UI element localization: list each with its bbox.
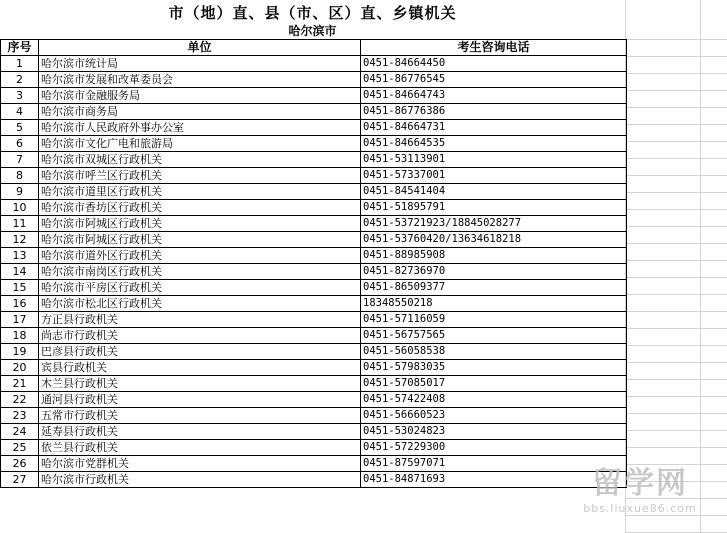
gridline <box>625 73 727 74</box>
row-phone-cell[interactable]: 0451-86509377 <box>361 280 627 296</box>
gridline <box>625 39 727 40</box>
row-unit-cell[interactable]: 巴彦县行政机关 <box>39 344 361 360</box>
table-header-row <box>1 40 627 56</box>
table-row <box>1 392 627 408</box>
table-row <box>1 408 627 424</box>
row-index-cell[interactable]: 5 <box>1 120 39 136</box>
row-unit-cell[interactable]: 哈尔滨市道外区行政机关 <box>39 248 361 264</box>
row-index-cell[interactable]: 4 <box>1 104 39 120</box>
row-index-cell[interactable]: 24 <box>1 424 39 440</box>
row-index-cell[interactable]: 16 <box>1 296 39 312</box>
gridline <box>625 277 727 278</box>
table-row <box>1 72 627 88</box>
row-unit-cell[interactable]: 哈尔滨市松北区行政机关 <box>39 296 361 312</box>
row-phone-cell[interactable]: 0451-88985908 <box>361 248 627 264</box>
gridline <box>625 413 727 414</box>
table-row <box>1 56 627 72</box>
table-row <box>1 360 627 376</box>
row-unit-cell[interactable]: 哈尔滨市阿城区行政机关 <box>39 216 361 232</box>
row-unit-cell[interactable]: 哈尔滨市人民政府外事办公室 <box>39 120 361 136</box>
row-phone-cell[interactable]: 0451-84664450 <box>361 56 627 72</box>
page-subtitle: 哈尔滨市 <box>288 24 337 38</box>
row-index-cell[interactable]: 10 <box>1 200 39 216</box>
table-row <box>1 280 627 296</box>
table-row <box>1 296 627 312</box>
row-unit-cell[interactable]: 哈尔滨市香坊区行政机关 <box>39 200 361 216</box>
header-unit[interactable]: 单位 <box>39 40 361 56</box>
gridline <box>625 90 727 91</box>
row-phone-cell[interactable]: 0451-57116059 <box>361 312 627 328</box>
table-row <box>1 424 627 440</box>
page-title: 市（地）直、县（市、区）直、乡镇机关 <box>168 4 457 22</box>
row-unit-cell[interactable]: 哈尔滨市统计局 <box>39 56 361 72</box>
row-index-cell[interactable]: 26 <box>1 456 39 472</box>
header-index[interactable]: 序号 <box>1 40 39 56</box>
row-index-cell[interactable]: 18 <box>1 328 39 344</box>
gridline <box>625 56 727 57</box>
watermark-logo: 留学网 <box>592 466 688 501</box>
row-index-cell[interactable]: 11 <box>1 216 39 232</box>
gridline <box>625 175 727 176</box>
contact-table <box>0 39 627 488</box>
gridline <box>625 226 727 227</box>
gridline <box>625 464 727 465</box>
row-index-cell[interactable]: 23 <box>1 408 39 424</box>
table-row <box>1 216 627 232</box>
row-unit-cell[interactable]: 哈尔滨市发展和改革委员会 <box>39 72 361 88</box>
row-index-cell[interactable]: 12 <box>1 232 39 248</box>
row-phone-cell[interactable]: 0451-86776545 <box>361 72 627 88</box>
row-phone-cell[interactable]: 0451-57229300 <box>361 440 627 456</box>
gridline <box>625 260 727 261</box>
gridline <box>700 0 701 533</box>
row-phone-cell[interactable]: 0451-57422408 <box>361 392 627 408</box>
table-row <box>1 472 627 488</box>
row-unit-cell[interactable]: 哈尔滨市阿城区行政机关 <box>39 232 361 248</box>
row-unit-cell[interactable]: 哈尔滨市行政机关 <box>39 472 361 488</box>
gridline <box>625 328 727 329</box>
gridline <box>625 141 727 142</box>
row-phone-cell[interactable]: 0451-84664731 <box>361 120 627 136</box>
row-index-cell[interactable]: 20 <box>1 360 39 376</box>
gridline <box>625 379 727 380</box>
row-index-cell[interactable]: 3 <box>1 88 39 104</box>
row-unit-cell[interactable]: 通河县行政机关 <box>39 392 361 408</box>
row-phone-cell[interactable]: 0451-82736970 <box>361 264 627 280</box>
gridline <box>625 430 727 431</box>
row-unit-cell[interactable]: 延寿县行政机关 <box>39 424 361 440</box>
row-unit-cell[interactable]: 依兰县行政机关 <box>39 440 361 456</box>
row-index-cell[interactable]: 19 <box>1 344 39 360</box>
gridline <box>625 362 727 363</box>
row-unit-cell[interactable]: 尚志市行政机关 <box>39 328 361 344</box>
gridline <box>625 243 727 244</box>
row-phone-cell[interactable]: 0451-84541404 <box>361 184 627 200</box>
table-row <box>1 104 627 120</box>
row-index-cell[interactable]: 2 <box>1 72 39 88</box>
header-phone[interactable]: 考生咨询电话 <box>361 40 627 56</box>
row-phone-cell[interactable]: 0451-53024823 <box>361 424 627 440</box>
row-phone-cell[interactable]: 0451-84664743 <box>361 88 627 104</box>
row-unit-cell[interactable]: 五常市行政机关 <box>39 408 361 424</box>
row-phone-cell[interactable]: 0451-84664535 <box>361 136 627 152</box>
row-phone-cell[interactable]: 0451-53721923/18845028277 <box>361 216 627 232</box>
row-index-cell[interactable]: 27 <box>1 472 39 488</box>
row-phone-cell[interactable]: 0451-56058538 <box>361 344 627 360</box>
table-row <box>1 88 627 104</box>
table-row <box>1 312 627 328</box>
row-phone-cell[interactable]: 0451-53113901 <box>361 152 627 168</box>
row-unit-cell[interactable]: 哈尔滨市文化广电和旅游局 <box>39 136 361 152</box>
row-phone-cell[interactable]: 18348550218 <box>361 296 627 312</box>
row-phone-cell[interactable]: 0451-86776386 <box>361 104 627 120</box>
row-unit-cell[interactable]: 哈尔滨市道里区行政机关 <box>39 184 361 200</box>
row-index-cell[interactable]: 21 <box>1 376 39 392</box>
row-phone-cell[interactable]: 0451-56660523 <box>361 408 627 424</box>
row-index-cell[interactable]: 1 <box>1 56 39 72</box>
row-index-cell[interactable]: 13 <box>1 248 39 264</box>
table-row <box>1 440 627 456</box>
row-index-cell[interactable]: 15 <box>1 280 39 296</box>
row-index-cell[interactable]: 17 <box>1 312 39 328</box>
row-index-cell[interactable]: 22 <box>1 392 39 408</box>
row-unit-cell[interactable]: 木兰县行政机关 <box>39 376 361 392</box>
table-row <box>1 328 627 344</box>
row-index-cell[interactable]: 7 <box>1 152 39 168</box>
row-unit-cell[interactable]: 哈尔滨市呼兰区行政机关 <box>39 168 361 184</box>
table-row <box>1 200 627 216</box>
table-row <box>1 456 627 472</box>
gridline <box>625 107 727 108</box>
row-phone-cell[interactable]: 0451-84871693 <box>361 472 627 488</box>
table-row <box>1 376 627 392</box>
gridline <box>625 447 727 448</box>
row-unit-cell[interactable]: 哈尔滨市南岗区行政机关 <box>39 264 361 280</box>
gridline <box>625 124 727 125</box>
row-index-cell[interactable]: 14 <box>1 264 39 280</box>
row-index-cell[interactable]: 6 <box>1 136 39 152</box>
row-phone-cell[interactable]: 0451-57983035 <box>361 360 627 376</box>
table-row <box>1 120 627 136</box>
row-unit-cell[interactable]: 宾县行政机关 <box>39 360 361 376</box>
row-unit-cell[interactable]: 哈尔滨市双城区行政机关 <box>39 152 361 168</box>
gridline <box>625 158 727 159</box>
watermark <box>560 466 720 526</box>
gridline <box>625 294 727 295</box>
row-phone-cell[interactable]: 0451-53760420/13634618218 <box>361 232 627 248</box>
table-row <box>1 248 627 264</box>
watermark-url: bbs.liuxue86.com <box>583 502 697 515</box>
gridline <box>625 396 727 397</box>
row-unit-cell[interactable]: 方正县行政机关 <box>39 312 361 328</box>
gridline <box>625 192 727 193</box>
table-row <box>1 184 627 200</box>
row-unit-cell[interactable]: 哈尔滨市金融服务局 <box>39 88 361 104</box>
table-row <box>1 232 627 248</box>
row-index-cell[interactable]: 25 <box>1 440 39 456</box>
table-row <box>1 344 627 360</box>
row-phone-cell[interactable]: 0451-51895791 <box>361 200 627 216</box>
row-unit-cell[interactable]: 哈尔滨市商务局 <box>39 104 361 120</box>
row-phone-cell[interactable]: 0451-57337001 <box>361 168 627 184</box>
table-row <box>1 136 627 152</box>
row-phone-cell[interactable]: 0451-87597071 <box>361 456 627 472</box>
row-index-cell[interactable]: 9 <box>1 184 39 200</box>
gridline <box>625 311 727 312</box>
table-row <box>1 168 627 184</box>
gridline <box>625 209 727 210</box>
row-index-cell[interactable]: 8 <box>1 168 39 184</box>
row-phone-cell[interactable]: 0451-57085017 <box>361 376 627 392</box>
gridline <box>625 345 727 346</box>
table-row <box>1 264 627 280</box>
row-phone-cell[interactable]: 0451-56757565 <box>361 328 627 344</box>
row-unit-cell[interactable]: 哈尔滨市平房区行政机关 <box>39 280 361 296</box>
row-unit-cell[interactable]: 哈尔滨市党群机关 <box>39 456 361 472</box>
table-row <box>1 152 627 168</box>
